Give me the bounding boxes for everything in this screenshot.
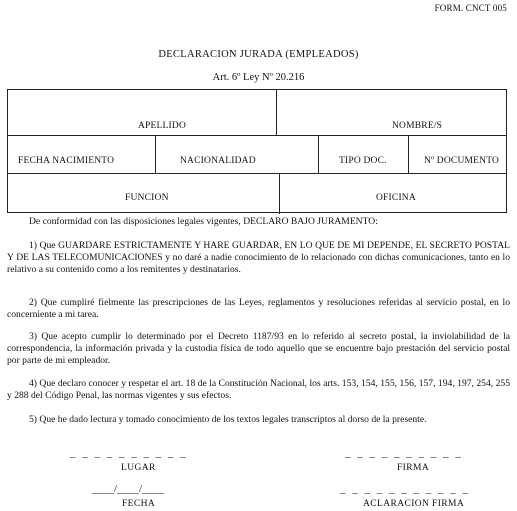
firma-line[interactable]: _ _ _ _ _ _ _ _ _ _ <box>345 447 463 459</box>
tipo-doc-field[interactable]: TIPO DOC. <box>339 156 387 166</box>
nombres-field[interactable]: NOMBRE/S <box>392 121 443 131</box>
fecha-line[interactable]: ____/____/____ <box>92 483 165 495</box>
numero-documento-field[interactable]: Nº DOCUMENTO <box>424 156 500 166</box>
lugar-line[interactable]: _ _ _ _ _ _ _ _ _ _ <box>70 447 188 459</box>
clause-4: 4) Que declaro conocer y respetar el art. 18 de la Constitución Nacional, los arts. 153, 154, 155, 156, 157, 194, 197, 254, 255 y 288 del Código Penal, las normas vigentes y sus efectos. <box>7 378 510 401</box>
clause-5: 5) Que he dado lectura y tomado conocimiento de los textos legales transcriptos al dorso de la presente. <box>29 414 427 425</box>
clause-2: 2) Que cumpliré fielmente las prescripciones de las Leyes, reglamentos y resoluciones referidas al servicio postal, en lo concerniente a mi tarea. <box>7 297 510 320</box>
nacionalidad-field[interactable]: NACIONALIDAD <box>180 156 256 166</box>
form-code: FORM. CNCT 005 <box>434 3 507 13</box>
oficina-field[interactable]: OFICINA <box>376 193 416 203</box>
aclaracion-line[interactable]: _ _ _ _ _ _ _ _ _ _ _ <box>340 483 470 495</box>
document-title: DECLARACION JURADA (EMPLEADOS) <box>158 49 359 60</box>
fecha-label: FECHA <box>122 499 156 509</box>
declaration-intro: De conformidad con las disposiciones legales vigentes, DECLARO BAJO JURAMENTO: <box>29 216 378 227</box>
aclaracion-label: ACLARACION FIRMA <box>363 499 465 509</box>
firma-label: FIRMA <box>397 463 430 473</box>
clause-3: 3) Que acepto cumplir lo determinado por el Decreto 1187/93 en lo referido al secreto postal, la inviolabilidad de la correspondencia, la información privada y la custodia física de todo aquello que se encuentre bajo prestación del servicio postal por parte de mi empleador. <box>7 331 510 366</box>
personal-data-table <box>7 89 507 213</box>
lugar-label: LUGAR <box>121 463 156 473</box>
funcion-field[interactable]: FUNCION <box>125 193 169 203</box>
clause-1: 1) Que GUARDARE ESTRICTAMENTE Y HARE GUARDAR, EN LO QUE DE MI DEPENDE, EL SECRETO POSTAL Y DE LAS TELECOMUNICACIONES y no daré a nadie conocimiento de lo relacionado con dichas comunicaciones, tanto en lo relativo a su contenido como a los remitentes y destinatarios. <box>7 240 510 275</box>
fecha-nacimiento-field[interactable]: FECHA NACIMIENTO <box>18 156 115 166</box>
apellido-field[interactable]: APELLIDO <box>138 121 187 131</box>
document-subtitle: Art. 6º Ley Nº 20.216 <box>212 72 305 83</box>
